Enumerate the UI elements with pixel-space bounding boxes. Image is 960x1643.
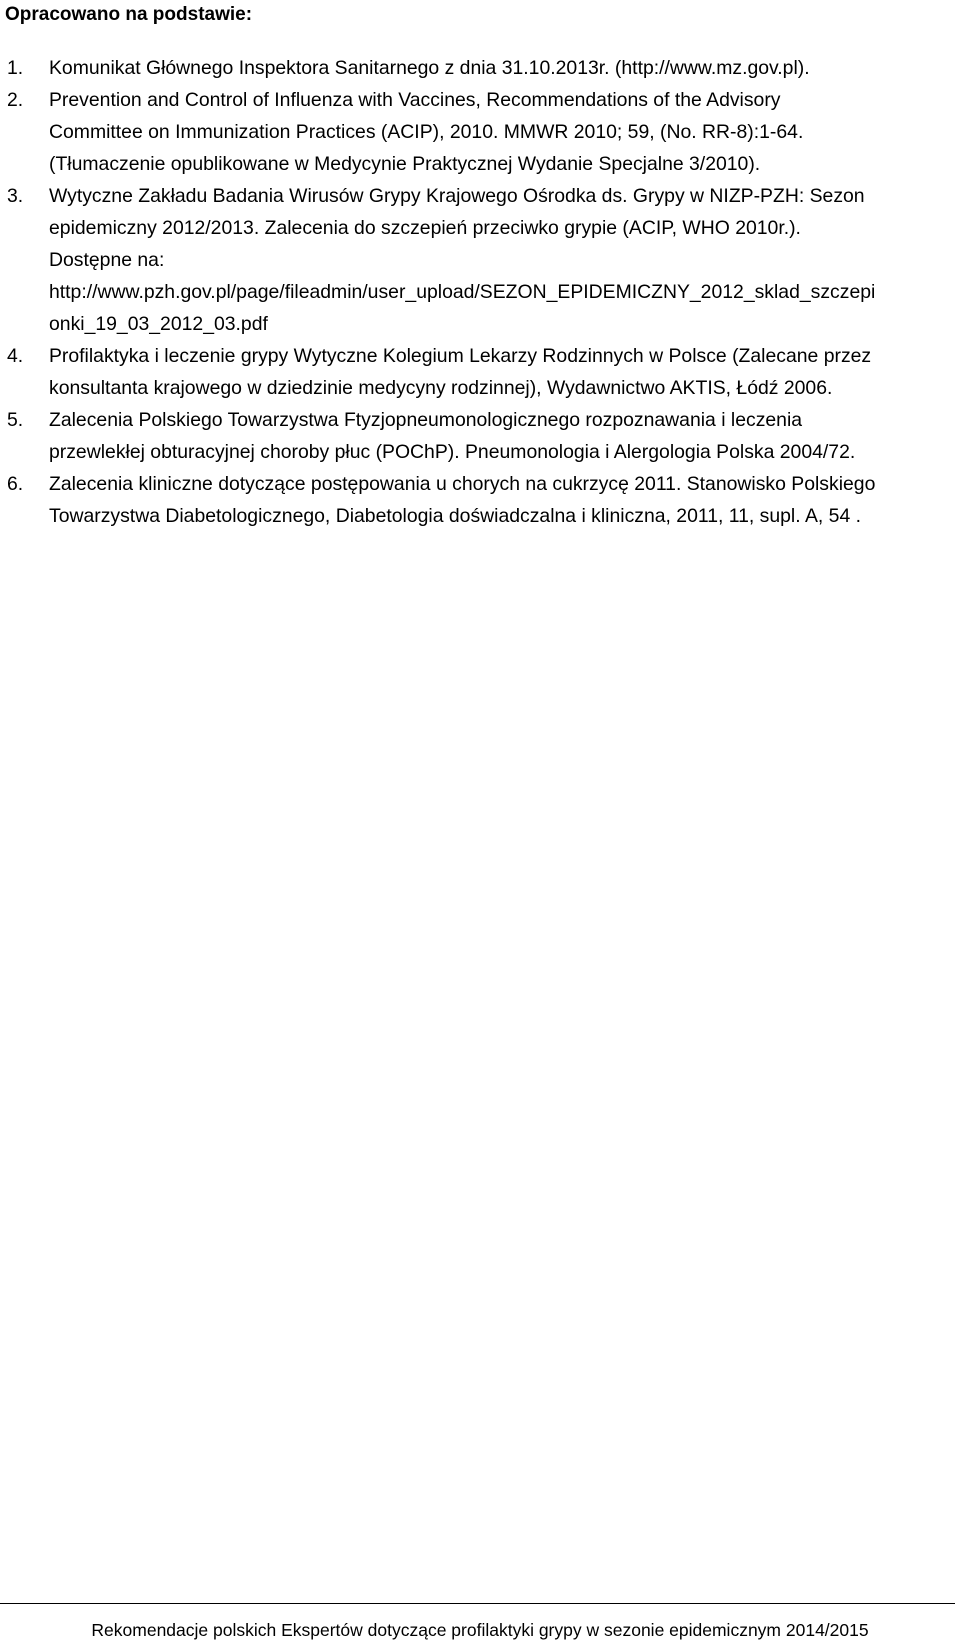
footer-divider: [0, 1603, 955, 1604]
reference-text-line: (Tłumaczenie opublikowane w Medycynie Praktycznej Wydanie Specjalne 3/2010).: [49, 153, 761, 175]
reference-text-line: Committee on Immunization Practices (ACIP), 2010. MMWR 2010; 59, (No. RR-8):1-64.: [49, 121, 804, 143]
reference-item: [0, 180, 960, 340]
reference-text-line: Komunikat Głównego Inspektora Sanitarnego z dnia 31.10.2013r. (http://www.mz.gov.pl).: [49, 57, 810, 79]
reference-text-line: Prevention and Control of Influenza with Vaccines, Recommendations of the Advisory: [49, 89, 781, 111]
reference-item: [0, 84, 960, 180]
reference-text-line: epidemiczny 2012/2013. Zalecenia do szczepień przeciwko grypie (ACIP, WHO 2010r.).: [49, 217, 801, 239]
reference-text-line: przewlekłej obturacyjnej choroby płuc (POChP). Pneumonologia i Alergologia Polska 2004/72.: [49, 441, 856, 463]
reference-url-line: http://www.pzh.gov.pl/page/fileadmin/user_upload/SEZON_EPIDEMICZNY_2012_sklad_szczepi: [49, 281, 876, 303]
reference-number: 3.: [7, 185, 24, 207]
reference-text-line: konsultanta krajowego w dziedzinie medycyny rodzinnej), Wydawnictwo AKTIS, Łódź 2006.: [49, 377, 833, 399]
reference-item: [0, 404, 960, 468]
reference-number: 6.: [7, 473, 24, 495]
reference-number: 2.: [7, 89, 24, 111]
reference-number: 5.: [7, 409, 24, 431]
reference-number: 4.: [7, 345, 24, 367]
reference-item: [0, 468, 960, 532]
reference-text-line: Wytyczne Zakładu Badania Wirusów Grypy Krajowego Ośrodka ds. Grypy w NIZP-PZH: Sezon: [49, 185, 865, 207]
reference-number: 1.: [7, 57, 24, 79]
reference-text-line: Zalecenia Polskiego Towarzystwa Ftyzjopneumonologicznego rozpoznawania i leczenia: [49, 409, 803, 431]
reference-text-line: Zalecenia kliniczne dotyczące postępowania u chorych na cukrzycę 2011. Stanowisko Polskiego: [49, 473, 876, 495]
page-heading: Opracowano na podstawie:: [5, 4, 253, 25]
reference-text-line: Dostępne na:: [49, 249, 165, 271]
reference-url-line: onki_19_03_2012_03.pdf: [49, 313, 268, 335]
reference-text-line: Profilaktyka i leczenie grypy Wytyczne Kolegium Lekarzy Rodzinnych w Polsce (Zalecane przez: [49, 345, 872, 367]
reference-item: [0, 52, 960, 84]
page-footer: Rekomendacje polskich Ekspertów dotyczące profilaktyki grypy w sezonie epidemicznym 2014/2015: [91, 1620, 869, 1640]
reference-text-line: Towarzystwa Diabetologicznego, Diabetologia doświadczalna i kliniczna, 2011, 11, supl. A, 54 .: [49, 505, 861, 527]
reference-item: [0, 340, 960, 404]
reference-list: [0, 52, 960, 532]
